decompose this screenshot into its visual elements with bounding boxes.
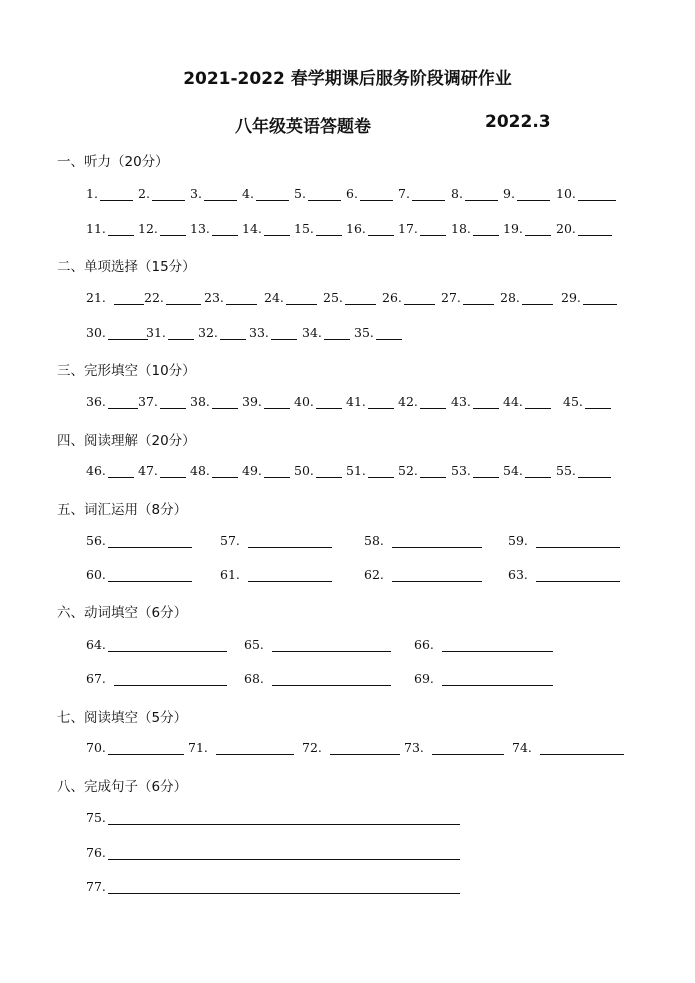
answer-blank[interactable]: [160, 465, 186, 478]
answer-blank[interactable]: [212, 396, 238, 409]
question-number: 14.: [242, 221, 262, 236]
question-number: 62.: [364, 567, 384, 582]
answer-item-69: [414, 671, 553, 686]
question-number: 24.: [264, 290, 284, 305]
answer-item-43: [451, 394, 499, 409]
answer-blank[interactable]: [108, 742, 184, 755]
answer-item-23: [204, 290, 257, 305]
answer-item-53: [451, 463, 499, 478]
question-number: 17.: [398, 221, 418, 236]
answer-item-22: [144, 290, 201, 305]
answer-blank[interactable]: [420, 465, 446, 478]
answer-blank[interactable]: [264, 396, 290, 409]
question-number: 22.: [144, 290, 164, 305]
answer-item-6: [346, 186, 393, 201]
question-number: 51.: [346, 463, 366, 478]
question-number: 23.: [204, 290, 224, 305]
answer-blank[interactable]: [204, 188, 237, 201]
question-number: 75.: [86, 810, 106, 825]
answer-blank[interactable]: [432, 742, 504, 755]
answer-blank[interactable]: [376, 327, 402, 340]
answer-blank[interactable]: [585, 396, 611, 409]
answer-blank[interactable]: [525, 396, 551, 409]
answer-sheet-subtitle: 八年级英语答题卷: [235, 117, 371, 137]
question-number: 49.: [242, 463, 262, 478]
answer-item-34: [302, 325, 350, 340]
question-number: 54.: [503, 463, 523, 478]
answer-blank[interactable]: [168, 327, 194, 340]
question-number: 10.: [556, 186, 576, 201]
question-number: 43.: [451, 394, 471, 409]
answer-item-40: [294, 394, 342, 409]
section-heading-single-choice: 二、单项选择（15分）: [57, 259, 196, 275]
answer-item-24: [264, 290, 317, 305]
answer-blank[interactable]: [536, 569, 620, 582]
question-number: 60.: [86, 567, 106, 582]
question-number: 15.: [294, 221, 314, 236]
question-number: 33.: [249, 325, 269, 340]
answer-blank[interactable]: [392, 569, 482, 582]
answer-blank[interactable]: [404, 292, 435, 305]
answer-blank[interactable]: [517, 188, 550, 201]
answer-blank[interactable]: [108, 223, 134, 236]
answer-blank[interactable]: [578, 223, 612, 236]
answer-blank[interactable]: [100, 188, 133, 201]
answer-blank[interactable]: [316, 396, 342, 409]
section-heading-sentences: 八、完成句子（6分）: [57, 779, 188, 795]
answer-item-4: [242, 186, 289, 201]
answer-blank[interactable]: [473, 465, 499, 478]
answer-blank[interactable]: [286, 292, 317, 305]
answer-item-26: [382, 290, 435, 305]
question-number: 41.: [346, 394, 366, 409]
answer-blank[interactable]: [264, 465, 290, 478]
question-number: 27.: [441, 290, 461, 305]
answer-item-73: [404, 740, 504, 755]
answer-blank[interactable]: [463, 292, 494, 305]
question-number: 57.: [220, 533, 240, 548]
question-number: 35.: [354, 325, 374, 340]
answer-blank[interactable]: [420, 396, 446, 409]
question-number: 42.: [398, 394, 418, 409]
question-number: 50.: [294, 463, 314, 478]
answer-item-62: [364, 567, 482, 582]
section-heading-vocabulary: 五、词汇运用（8分）: [57, 502, 188, 518]
answer-item-5: [294, 186, 341, 201]
answer-blank[interactable]: [108, 881, 460, 894]
question-number: 59.: [508, 533, 528, 548]
section-heading-reading: 四、阅读理解（20分）: [57, 433, 196, 449]
answer-blank[interactable]: [216, 742, 294, 755]
question-number: 61.: [220, 567, 240, 582]
answer-item-77: [86, 879, 460, 894]
answer-item-16: [346, 221, 394, 236]
question-number: 16.: [346, 221, 366, 236]
question-number: 28.: [500, 290, 520, 305]
answer-item-59: [508, 533, 620, 548]
answer-blank[interactable]: [108, 569, 192, 582]
answer-item-49: [242, 463, 290, 478]
answer-blank[interactable]: [473, 396, 499, 409]
question-number: 25.: [323, 290, 343, 305]
answer-item-2: [138, 186, 185, 201]
answer-blank[interactable]: [412, 188, 445, 201]
answer-item-28: [500, 290, 553, 305]
answer-item-54: [503, 463, 551, 478]
answer-item-61: [220, 567, 332, 582]
section-heading-listening: 一、听力（20分）: [57, 154, 169, 170]
answer-blank[interactable]: [108, 396, 138, 409]
question-number: 64.: [86, 637, 106, 652]
answer-item-70: [86, 740, 184, 755]
question-number: 65.: [244, 637, 264, 652]
answer-item-45: [563, 394, 611, 409]
question-number: 31.: [146, 325, 166, 340]
question-number: 38.: [190, 394, 210, 409]
answer-item-35: [354, 325, 402, 340]
answer-blank[interactable]: [360, 188, 393, 201]
question-number: 12.: [138, 221, 158, 236]
question-number: 58.: [364, 533, 384, 548]
answer-blank[interactable]: [316, 465, 342, 478]
question-number: 48.: [190, 463, 210, 478]
answer-item-42: [398, 394, 446, 409]
answer-blank[interactable]: [108, 812, 460, 825]
answer-blank[interactable]: [212, 465, 238, 478]
answer-item-32: [198, 325, 246, 340]
question-number: 4.: [242, 186, 254, 201]
section-heading-cloze: 三、完形填空（10分）: [57, 363, 196, 379]
answer-item-30: [86, 325, 148, 340]
question-number: 2.: [138, 186, 150, 201]
answer-blank[interactable]: [368, 396, 394, 409]
question-number: 11.: [86, 221, 106, 236]
answer-item-18: [451, 221, 499, 236]
answer-item-7: [398, 186, 445, 201]
answer-item-31: [146, 325, 194, 340]
answer-item-10: [556, 186, 616, 201]
answer-item-20: [556, 221, 612, 236]
exam-title: 2021-2022 春学期课后服务阶段调研作业: [183, 69, 512, 89]
answer-blank[interactable]: [264, 223, 290, 236]
question-number: 19.: [503, 221, 523, 236]
section-heading-verb-fill: 六、动词填空（6分）: [57, 605, 188, 621]
question-number: 55.: [556, 463, 576, 478]
question-number: 21.: [86, 290, 106, 305]
question-number: 8.: [451, 186, 463, 201]
answer-item-65: [244, 637, 391, 652]
answer-item-19: [503, 221, 551, 236]
answer-item-67: [86, 671, 227, 686]
question-number: 34.: [302, 325, 322, 340]
answer-item-12: [138, 221, 186, 236]
answer-blank[interactable]: [324, 327, 350, 340]
answer-item-38: [190, 394, 238, 409]
question-number: 45.: [563, 394, 583, 409]
question-number: 18.: [451, 221, 471, 236]
answer-item-48: [190, 463, 238, 478]
answer-blank[interactable]: [108, 327, 148, 340]
answer-blank[interactable]: [420, 223, 446, 236]
answer-item-8: [451, 186, 498, 201]
question-number: 32.: [198, 325, 218, 340]
answer-blank[interactable]: [308, 188, 341, 201]
question-number: 76.: [86, 845, 106, 860]
question-number: 73.: [404, 740, 424, 755]
answer-item-14: [242, 221, 290, 236]
answer-item-51: [346, 463, 394, 478]
answer-blank[interactable]: [272, 639, 391, 652]
answer-blank[interactable]: [108, 639, 227, 652]
answer-item-74: [512, 740, 624, 755]
answer-item-33: [249, 325, 297, 340]
answer-blank[interactable]: [368, 223, 394, 236]
answer-blank[interactable]: [220, 327, 246, 340]
answer-blank[interactable]: [536, 535, 620, 548]
answer-item-56: [86, 533, 192, 548]
answer-blank[interactable]: [248, 535, 332, 548]
answer-item-3: [190, 186, 237, 201]
answer-item-64: [86, 637, 227, 652]
answer-item-11: [86, 221, 134, 236]
answer-blank[interactable]: [160, 223, 186, 236]
answer-item-71: [188, 740, 294, 755]
question-number: 74.: [512, 740, 532, 755]
answer-item-17: [398, 221, 446, 236]
question-number: 30.: [86, 325, 106, 340]
question-number: 71.: [188, 740, 208, 755]
answer-item-41: [346, 394, 394, 409]
answer-item-47: [138, 463, 186, 478]
answer-blank[interactable]: [271, 327, 297, 340]
question-number: 13.: [190, 221, 210, 236]
answer-blank[interactable]: [522, 292, 553, 305]
answer-blank[interactable]: [152, 188, 185, 201]
question-number: 3.: [190, 186, 202, 201]
answer-blank[interactable]: [256, 188, 289, 201]
answer-item-55: [556, 463, 611, 478]
answer-item-46: [86, 463, 134, 478]
answer-item-21: [86, 290, 144, 305]
answer-item-50: [294, 463, 342, 478]
question-number: 6.: [346, 186, 358, 201]
question-number: 68.: [244, 671, 264, 686]
answer-blank[interactable]: [248, 569, 332, 582]
answer-item-27: [441, 290, 494, 305]
question-number: 53.: [451, 463, 471, 478]
question-number: 52.: [398, 463, 418, 478]
answer-item-15: [294, 221, 342, 236]
answer-blank[interactable]: [525, 223, 551, 236]
answer-item-63: [508, 567, 620, 582]
answer-item-58: [364, 533, 482, 548]
question-number: 7.: [398, 186, 410, 201]
answer-blank[interactable]: [316, 223, 342, 236]
answer-blank[interactable]: [345, 292, 376, 305]
answer-item-44: [503, 394, 551, 409]
question-number: 37.: [138, 394, 158, 409]
question-number: 44.: [503, 394, 523, 409]
answer-blank[interactable]: [583, 292, 617, 305]
answer-item-76: [86, 845, 460, 860]
question-number: 72.: [302, 740, 322, 755]
answer-blank[interactable]: [108, 465, 134, 478]
answer-blank[interactable]: [108, 847, 460, 860]
question-number: 36.: [86, 394, 106, 409]
answer-item-9: [503, 186, 550, 201]
answer-item-36: [86, 394, 138, 409]
answer-blank[interactable]: [465, 188, 498, 201]
question-number: 66.: [414, 637, 434, 652]
answer-blank[interactable]: [578, 465, 611, 478]
answer-blank[interactable]: [166, 292, 201, 305]
answer-item-60: [86, 567, 192, 582]
answer-blank[interactable]: [473, 223, 499, 236]
question-number: 40.: [294, 394, 314, 409]
answer-blank[interactable]: [160, 396, 186, 409]
answer-blank[interactable]: [442, 673, 553, 686]
answer-blank[interactable]: [212, 223, 238, 236]
answer-item-72: [302, 740, 400, 755]
question-number: 39.: [242, 394, 262, 409]
question-number: 56.: [86, 533, 106, 548]
section-heading-reading-fill: 七、阅读填空（5分）: [57, 710, 188, 726]
answer-blank[interactable]: [226, 292, 257, 305]
answer-item-57: [220, 533, 332, 548]
question-number: 20.: [556, 221, 576, 236]
answer-blank[interactable]: [442, 639, 553, 652]
question-number: 70.: [86, 740, 106, 755]
question-number: 63.: [508, 567, 528, 582]
question-number: 46.: [86, 463, 106, 478]
answer-blank[interactable]: [114, 292, 144, 305]
answer-item-66: [414, 637, 553, 652]
answer-item-68: [244, 671, 391, 686]
answer-item-29: [561, 290, 617, 305]
answer-blank[interactable]: [525, 465, 551, 478]
answer-item-1: [86, 186, 133, 201]
answer-blank[interactable]: [108, 535, 192, 548]
answer-item-52: [398, 463, 446, 478]
answer-blank[interactable]: [540, 742, 624, 755]
answer-item-13: [190, 221, 238, 236]
answer-item-37: [138, 394, 186, 409]
answer-blank[interactable]: [578, 188, 616, 201]
answer-item-25: [323, 290, 376, 305]
answer-blank[interactable]: [392, 535, 482, 548]
question-number: 67.: [86, 671, 106, 686]
question-number: 69.: [414, 671, 434, 686]
question-number: 1.: [86, 186, 98, 201]
answer-blank[interactable]: [114, 673, 227, 686]
answer-blank[interactable]: [330, 742, 400, 755]
answer-item-75: [86, 810, 460, 825]
question-number: 47.: [138, 463, 158, 478]
question-number: 77.: [86, 879, 106, 894]
answer-item-39: [242, 394, 290, 409]
question-number: 9.: [503, 186, 515, 201]
question-number: 26.: [382, 290, 402, 305]
answer-blank[interactable]: [368, 465, 394, 478]
question-number: 5.: [294, 186, 306, 201]
question-number: 29.: [561, 290, 581, 305]
exam-date: 2022.3: [485, 112, 551, 132]
answer-blank[interactable]: [272, 673, 391, 686]
